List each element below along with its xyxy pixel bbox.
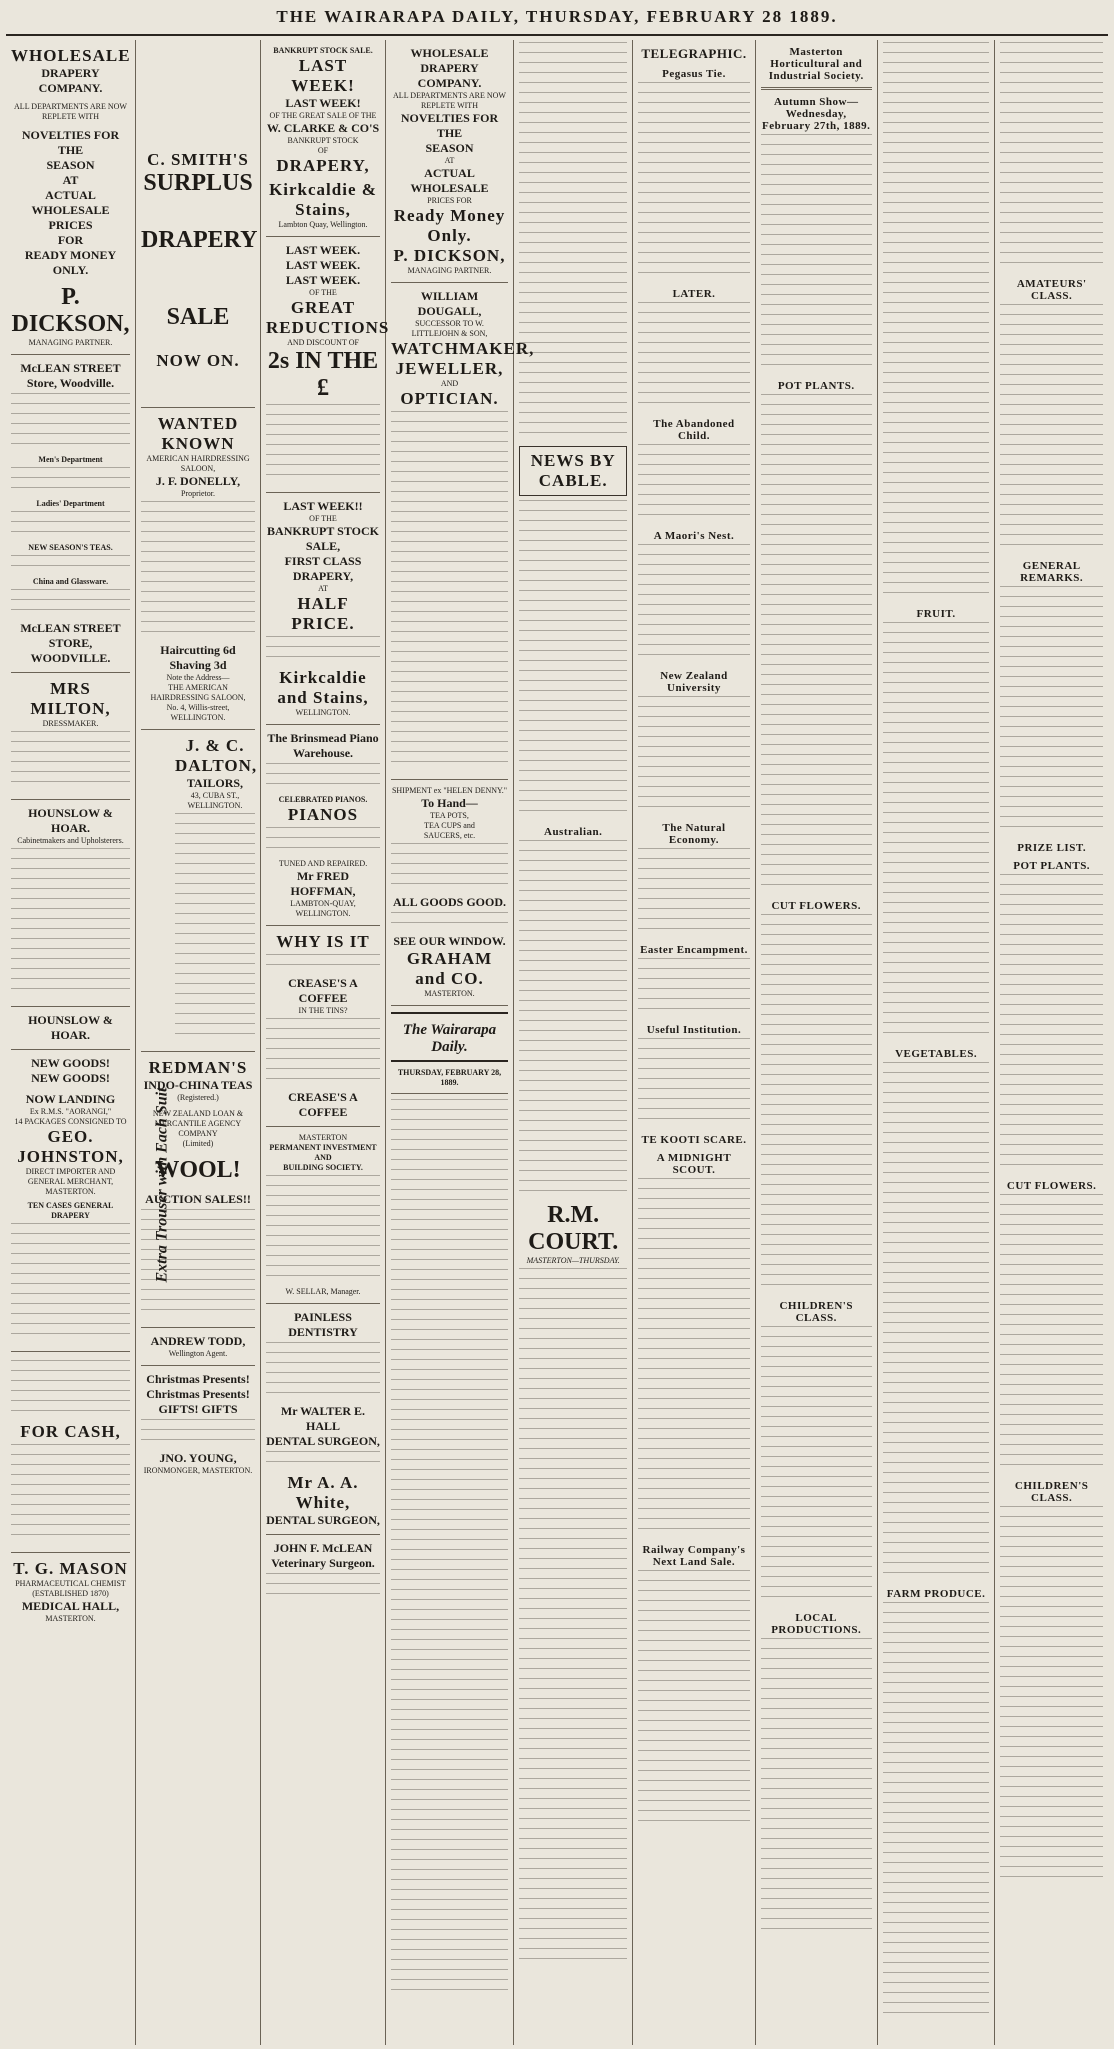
ad-line: SEASON <box>425 141 474 155</box>
ad-line: Kirkcaldie & Stains, <box>269 180 377 219</box>
ad-line: WOOL! <box>155 1157 241 1183</box>
ad-line: W. SELLAR, Manager. <box>285 1287 361 1296</box>
ad-line: NEW SEASON'S TEAS. <box>28 543 113 552</box>
ad-line: ACTUAL WHOLESALE <box>31 188 110 217</box>
ad-line: CREASE'S A COFFEE <box>288 976 358 1005</box>
ad-line: Mr A. A. White, <box>287 1473 359 1512</box>
column-1 <box>6 40 136 2045</box>
ad-line: THE AMERICAN HAIRDRESSING SALOON, <box>150 683 246 702</box>
ad-line: SAUCERS, etc. <box>423 831 476 840</box>
ad-line: SALE <box>166 304 230 330</box>
article-heading: FARM PRODUCE. <box>886 1588 986 1600</box>
ad-line: Note the Address— <box>166 673 230 682</box>
ad-line: REDMAN'S <box>148 1058 248 1077</box>
ad-line: AND DISCOUNT OF <box>287 338 359 347</box>
ad-line: WELLINGTON. <box>295 708 351 717</box>
ad-line: CELEBRATED PIANOS. <box>278 795 368 804</box>
ad-line: NOVELTIES FOR THE <box>400 111 499 140</box>
column-3 <box>261 40 390 2045</box>
half-price-ad <box>266 493 380 725</box>
ad-line: TEA CUPS and <box>424 821 475 830</box>
ad-line: WELLINGTON. <box>295 909 351 918</box>
ad-line: TAILORS, <box>186 776 244 790</box>
ad-line: WATCHMAKER, <box>391 339 535 358</box>
ad-line: PHARMACEUTICAL CHEMIST <box>15 1579 126 1588</box>
ad-line: SEE OUR WINDOW. <box>393 934 506 948</box>
ad-line: SEASON <box>46 158 95 172</box>
ad-line: MEDICAL HALL, <box>21 1599 120 1613</box>
newspaper-nameplate: The Wairarapa Daily. <box>391 1012 508 1062</box>
ad-line: To Hand— <box>421 796 478 810</box>
ad-line: GRAHAM and CO. <box>406 949 493 988</box>
article-heading: LOCAL PRODUCTIONS. <box>771 1612 862 1636</box>
veterinary-ad <box>266 1535 380 1611</box>
ad-line: FOR <box>57 233 84 247</box>
ad-line: AT <box>444 156 455 165</box>
ad-line: HOUNSLOW & HOAR. <box>28 806 113 835</box>
ad-line: LAMBTON-QUAY, <box>290 899 356 908</box>
article-heading: Railway Company's Next Land Sale. <box>642 1544 746 1568</box>
crease-coffee-ad <box>266 926 380 1127</box>
ad-line: Cabinetmakers and Upholsterers. <box>17 836 124 845</box>
ad-line: McLEAN STREET Store, Woodville. <box>20 361 121 390</box>
ad-line: TUNED AND REPAIRED. <box>278 859 368 868</box>
bankrupt-stock-ad <box>266 40 380 237</box>
ad-line: SHIPMENT ex "HELEN DENNY." <box>391 786 508 795</box>
section-heading: NEWS BY CABLE. <box>530 451 616 490</box>
ad-line: T. G. MASON <box>13 1559 128 1578</box>
graham-shipment-ad <box>391 780 508 1006</box>
ad-line: TEN CASES GENERAL DRAPERY <box>27 1201 114 1220</box>
ad-line: AT <box>318 584 328 593</box>
building-society-ad <box>266 1127 380 1304</box>
ad-line: COMPANY. <box>38 81 103 95</box>
ad-line: SURPLUS <box>143 170 253 196</box>
ad-line: GIFTS! GIFTS <box>158 1402 238 1416</box>
geo-johnston-ad <box>11 1050 130 1352</box>
ad-line: READY MONEY ONLY. <box>24 248 117 277</box>
ad-line: ACTUAL WHOLESALE <box>410 166 489 195</box>
section-heading: TELEGRAPHIC. <box>641 46 747 61</box>
ad-line: DENTAL SURGEON, <box>266 1513 380 1527</box>
ad-line: 14 PACKAGES CONSIGNED TO <box>14 1117 127 1126</box>
ad-line: AMERICAN HAIRDRESSING SALOON, <box>146 454 250 473</box>
ad-line: Lambton Quay, Wellington. <box>278 220 368 229</box>
ad-line: AT <box>62 173 79 187</box>
ad-line: GEO. JOHNSTON, <box>17 1127 124 1166</box>
article-heading: FRUIT. <box>916 608 956 620</box>
ad-line: JNO. YOUNG, <box>159 1451 237 1465</box>
brinsmead-piano-ad <box>266 725 380 926</box>
ad-line: NEW GOODS! <box>31 1071 110 1085</box>
hairdressing-ad <box>141 408 255 730</box>
wholesale-drapery-ad <box>11 40 130 355</box>
extra-trouser-banner: Extra Trouser with Each Suit <box>154 1087 171 1283</box>
column-9 <box>995 40 1108 2045</box>
ad-line: (Registered.) <box>177 1093 219 1102</box>
ad-line: BANKRUPT STOCK SALE. <box>273 46 373 55</box>
ad-line: OF <box>317 146 329 155</box>
ad-line: AUCTION SALES!! <box>145 1192 251 1206</box>
article-heading: VEGETABLES. <box>895 1048 978 1060</box>
ad-line: FOR CASH, <box>20 1422 121 1441</box>
ad-line: LAST WEEK! <box>291 56 355 95</box>
ad-line: MASTERTON. <box>424 989 475 998</box>
article-heading: TE KOOTI SCARE. <box>641 1134 747 1146</box>
article-heading: Pegasus Tie. <box>662 68 726 80</box>
ad-line: LAST WEEK. <box>285 273 361 287</box>
ad-line: JOHN F. McLEAN <box>273 1541 373 1555</box>
ad-line: DRAPERY <box>141 227 258 253</box>
ad-line: WILLIAM DOUGALL, <box>417 289 482 318</box>
great-reductions-ad <box>266 237 390 493</box>
dentistry-ad <box>266 1304 380 1535</box>
ad-line: Christmas Presents! <box>146 1372 250 1386</box>
ad-line: PERMANENT INVESTMENT AND <box>269 1143 377 1162</box>
article-heading: LATER. <box>672 288 716 300</box>
ad-line: P. DICKSON, <box>393 246 506 265</box>
ad-line: CREASE'S A COFFEE <box>288 1090 358 1119</box>
ad-line: WHOLESALE <box>410 46 489 60</box>
ad-line: LAST WEEK. <box>285 258 361 272</box>
ad-line: AND <box>440 379 459 388</box>
ad-line: McLEAN STREET STORE, WOODVILLE. <box>20 621 121 665</box>
ad-line: WHOLESALE <box>11 46 131 65</box>
ad-line: BUILDING SOCIETY. <box>283 1163 363 1172</box>
ad-line: OF THE <box>309 514 337 523</box>
ad-line: Kirkcaldie and Stains, <box>277 668 369 707</box>
article-heading: CUT FLOWERS. <box>1006 1180 1097 1192</box>
ad-line: MANAGING PARTNER. <box>28 338 113 347</box>
article-heading: AMATEURS' CLASS. <box>1016 278 1087 302</box>
ad-line: Mr FRED HOFFMAN, <box>290 869 356 898</box>
article-heading: CHILDREN'S CLASS. <box>1014 1480 1089 1504</box>
ad-line: DRESSMAKER. <box>42 719 99 728</box>
ad-line: OF THE GREAT SALE OF THE <box>269 111 377 120</box>
ad-line: PRICES FOR <box>427 196 472 205</box>
ad-line: MASTERTON <box>298 1133 348 1142</box>
ad-line: BANKRUPT STOCK SALE, <box>267 524 379 553</box>
article-heading: Masterton Horticultural and Industrial Society. <box>768 46 864 82</box>
ad-line: TEA POTS, <box>430 811 469 820</box>
ad-line: GENERAL MERCHANT, <box>27 1177 114 1186</box>
article-heading: A MIDNIGHT SCOUT. <box>656 1152 732 1176</box>
ad-line: PIANOS <box>287 805 359 824</box>
ad-line: LAST WEEK! <box>285 96 361 110</box>
ad-line: The Brinsmead Piano Warehouse. <box>267 731 379 760</box>
smith-surplus-ad <box>141 40 258 408</box>
ad-line: No. 4, Willis-street, WELLINGTON. <box>166 703 230 722</box>
section-heading: Australian. <box>544 826 603 838</box>
ad-line: (ESTABLISHED 1870) <box>32 1589 109 1598</box>
ad-line: DRAPERY, <box>276 156 370 175</box>
article-heading: Useful Institution. <box>646 1024 742 1036</box>
ad-line: C. SMITH'S <box>147 150 249 169</box>
column-8 <box>878 40 995 2045</box>
ad-line: NEW ZEALAND LOAN & MERCANTILE AGENCY COMPANY <box>152 1109 244 1138</box>
ad-line: ALL GOODS GOOD. <box>392 895 507 909</box>
ad-line: ALL DEPARTMENTS ARE NOW REPLETE WITH <box>393 91 506 110</box>
ad-line: LAST WEEK!! <box>283 499 363 513</box>
ad-line: Haircutting 6d Shaving 3d <box>160 643 236 672</box>
column-4 <box>386 40 535 2045</box>
ad-line: DRAPERY <box>41 66 100 80</box>
ad-line: Ready Money Only. <box>393 206 506 245</box>
ad-line: DRAPERY <box>420 61 479 75</box>
masthead-title: THE WAIRARAPA DAILY, THURSDAY, FEBRUARY 28 1889. <box>276 7 838 26</box>
ad-line: Proprietor. <box>181 489 215 498</box>
ad-line: BANKRUPT STOCK <box>287 136 359 145</box>
ad-line: NOW LANDING <box>25 1092 116 1106</box>
masthead <box>6 0 1108 36</box>
column-7 <box>756 40 878 2045</box>
article-heading: New Zealand University <box>660 670 728 694</box>
ad-line: Men's Department <box>38 455 103 464</box>
ad-line: IN THE TINS? <box>298 1006 348 1015</box>
ad-line: J. & C. DALTON, <box>175 736 258 775</box>
column-2 <box>136 40 261 2045</box>
hounslow-hoar-ad-2 <box>11 1007 130 1050</box>
article-heading: POT PLANTS. <box>777 380 855 392</box>
ad-line: JEWELLER, <box>395 359 504 378</box>
ad-line: MRS MILTON, <box>30 679 111 718</box>
ad-line: Ex R.M.S. "AORANGI," <box>29 1107 112 1116</box>
ad-line: WHY IS IT <box>276 932 370 951</box>
ad-line: MASTERTON. <box>45 1187 96 1196</box>
ad-line: NEW GOODS! <box>31 1056 110 1070</box>
ad-line: OF THE <box>309 288 337 297</box>
article-heading: Easter Encampment. <box>640 944 748 956</box>
ad-line: Ladies' Department <box>36 499 105 508</box>
ad-line: 2s IN THE £ <box>267 348 379 401</box>
ad-line: Veterinary Surgeon. <box>271 1556 375 1570</box>
ad-line: HOUNSLOW & HOAR. <box>28 1013 113 1042</box>
ad-line: SUCCESSOR TO W. LITTLEJOHN & SON, <box>411 319 488 338</box>
ad-line: MASTERTON. <box>45 1614 96 1623</box>
article-heading: GENERAL REMARKS. <box>1020 560 1084 584</box>
court-subheading: MASTERTON—THURSDAY. <box>526 1256 620 1265</box>
article-heading: The Natural Economy. <box>662 822 726 846</box>
ad-line: ALL DEPARTMENTS ARE NOW REPLETE WITH <box>14 102 127 121</box>
ad-line: FIRST CLASS DRAPERY, <box>284 554 362 583</box>
ad-line: PRICES <box>48 218 93 232</box>
ad-line: Wellington Agent. <box>168 1349 228 1358</box>
ad-line: INDO-CHINA TEAS <box>143 1078 253 1092</box>
ad-line: GREAT REDUCTIONS <box>266 298 390 337</box>
court-heading: R.M. COURT. <box>528 1202 619 1255</box>
ad-line: HALF PRICE. <box>291 594 355 633</box>
ad-line: Mr WALTER E. HALL <box>280 1404 366 1433</box>
hounslow-hoar-ad <box>11 800 130 1007</box>
ad-line: OPTICIAN. <box>400 389 499 408</box>
dougall-jeweller-ad <box>391 283 535 780</box>
ad-line: W. CLARKE & CO'S <box>266 121 380 135</box>
ad-line: COMPANY. <box>417 76 482 90</box>
ad-line: P. DICKSON, <box>11 284 130 337</box>
mason-chemist-ad <box>11 1553 130 1630</box>
ad-line: ANDREW TODD, <box>150 1334 246 1348</box>
article-heading: CHILDREN'S CLASS. <box>779 1300 853 1324</box>
ad-line: WANTED KNOWN <box>157 414 239 453</box>
ad-line: 43, CUBA ST., WELLINGTON. <box>187 791 243 810</box>
column-6 <box>633 40 755 2045</box>
article-heading: POT PLANTS. <box>1013 860 1091 872</box>
ad-line: DIRECT IMPORTER AND <box>25 1167 116 1176</box>
ad-line: NOW ON. <box>156 351 240 370</box>
dalton-tailors-ad <box>141 730 258 1052</box>
ad-line: MANAGING PARTNER. <box>407 266 492 275</box>
ad-line: Christmas Presents! <box>146 1387 250 1401</box>
news-by-cable-heading <box>519 446 627 496</box>
ad-line: PAINLESS DENTISTRY <box>288 1310 358 1339</box>
column-5 <box>514 40 633 2045</box>
wholesale-drapery-ad-2 <box>391 40 508 283</box>
christmas-presents-ad <box>141 1366 255 1482</box>
ad-line: DENTAL SURGEON, <box>266 1434 380 1448</box>
mrs-milton-ad <box>11 673 130 800</box>
ad-line: LAST WEEK. <box>285 243 361 257</box>
article-heading: PRIZE LIST. <box>1017 842 1087 854</box>
article-subheading: Autumn Show—Wednesday, February 27th, 1889. <box>762 96 871 132</box>
andrew-todd-ad <box>141 1328 255 1366</box>
article-heading: The Abandoned Child. <box>653 418 735 442</box>
article-heading: A Maori's Nest. <box>653 530 735 542</box>
ad-line: (Limited) <box>182 1139 214 1148</box>
columns <box>6 40 1108 2045</box>
mclean-street-ad <box>11 355 130 673</box>
ad-line: J. F. DONELLY, <box>155 474 241 488</box>
dateline: THURSDAY, FEBRUARY 28, 1889. <box>397 1068 502 1087</box>
for-cash-ad <box>11 1352 130 1553</box>
ad-line: NOVELTIES FOR THE <box>21 128 120 157</box>
article-heading: CUT FLOWERS. <box>771 900 861 912</box>
ad-line: China and Glassware. <box>32 577 109 586</box>
ad-line: IRONMONGER, MASTERTON. <box>143 1466 253 1475</box>
